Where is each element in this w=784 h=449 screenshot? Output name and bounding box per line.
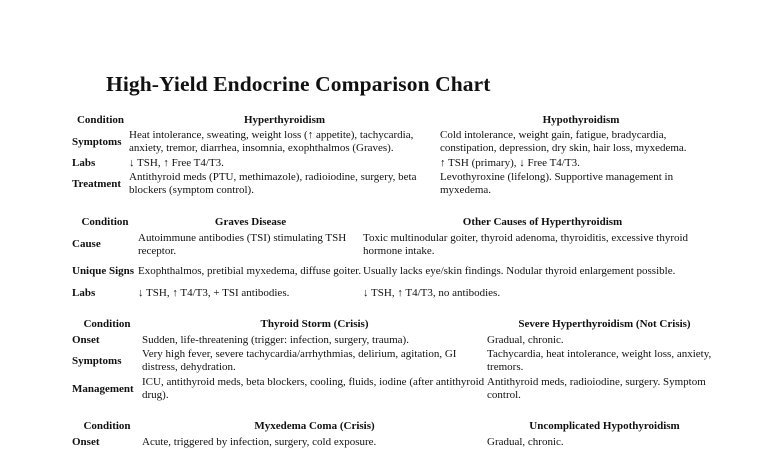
header-severe-hyperthyroidism: Severe Hyperthyroidism (Not Crisis) [518,318,691,330]
header-thyroid-storm: Thyroid Storm (Crisis) [260,318,369,330]
cell-graves-labs: ↓ TSH, ↑ T4/T3, + TSI antibodies. [138,286,290,299]
comparison-table-graves-other [72,216,722,301]
cell-severe-symptoms: Tachycardia, heat intolerance, weight loss, anxiety, tremors. [487,348,712,373]
table-row [72,333,722,347]
table-row [72,155,722,171]
header-condition: Condition [83,420,131,432]
table-row [72,435,722,449]
comparison-table-storm-severe [72,318,722,403]
cell-uncomplicated-onset: Gradual, chronic. [487,435,564,448]
header-hyperthyroidism: Hyperthyroidism [243,114,326,126]
row-label-symptoms: Symptoms [72,354,122,367]
cell-hypo-treatment: Levothyroxine (lifelong). Supportive management in myxedema. [440,171,674,196]
comparison-table-hyper-hypo [72,114,722,197]
table-row [72,285,722,301]
row-label-management: Management [72,382,134,395]
row-label-onset: Onset [72,435,100,448]
table-header-row [72,420,722,435]
chart-title: High-Yield Endocrine Comparison Chart [106,72,491,96]
row-label-labs: Labs [72,286,96,299]
row-label-symptoms: Symptoms [72,135,122,148]
cell-hypo-labs: ↑ TSH (primary), ↓ Free T4/T3. [440,156,580,169]
cell-other-signs: Usually lacks eye/skin findings. Nodular thyroid enlargement possible. [363,265,676,277]
header-condition: Condition [81,216,129,228]
row-label-unique-signs: Unique Signs [72,265,135,277]
cell-other-cause: Toxic multinodular goiter, thyroid adenoma, thyroiditis, excessive thyroid hormone intake. [363,231,689,257]
header-other-causes: Other Causes of Hyperthyroidism [462,216,623,228]
cell-graves-cause: Autoimmune antibodies (TSI) stimulating TSH receptor. [138,231,347,257]
table-header-row [72,216,722,231]
header-condition: Condition [76,114,125,126]
cell-severe-onset: Gradual, chronic. [487,333,564,346]
cell-severe-management: Antithyroid meds, radioiodine, surgery. Symptom control. [487,376,706,401]
row-label-labs: Labs [72,156,96,169]
row-label-treatment: Treatment [72,177,122,190]
header-uncomplicated-hypothyroidism: Uncomplicated Hypothyroidism [529,420,680,432]
cell-storm-onset: Sudden, life-threatening (trigger: infection, surgery, trauma). [142,333,409,346]
cell-hyper-treatment: Antithyroid meds (PTU, methimazole), radioiodine, surgery, beta blockers (symptom control). [129,171,417,196]
cell-hypo-symptoms: Cold intolerance, weight gain, fatigue, bradycardia, constipation, depression, dry skin, hair loss, myxedema. [440,129,687,154]
table-header-row [72,318,722,333]
cell-storm-management: ICU, antithyroid meds, beta blockers, cooling, fluids, iodine (after antithyroid drug). [142,376,485,401]
cell-graves-signs: Exophthalmos, pretibial myxedema, diffuse goiter. [138,265,362,277]
cell-other-labs: ↓ TSH, ↑ T4/T3, no antibodies. [363,286,501,299]
row-label-cause: Cause [72,238,101,250]
cell-hyper-labs: ↓ TSH, ↑ Free T4/T3. [129,156,224,169]
table-row [72,375,722,403]
cell-myxedema-onset: Acute, triggered by infection, surgery, cold exposure. [142,435,377,448]
header-graves-disease: Graves Disease [214,216,287,228]
comparison-table-myxedema-uncomplicated [72,420,722,449]
table-row [72,171,722,197]
header-hypothyroidism: Hypothyroidism [542,114,620,126]
cell-storm-symptoms: Very high fever, severe tachycardia/arrhythmias, delirium, agitation, GI distress, dehydration. [142,348,457,373]
header-condition: Condition [83,318,131,330]
table-header-row [72,114,722,129]
table-row [72,129,722,155]
cell-hyper-symptoms: Heat intolerance, sweating, weight loss (↑ appetite), tachycardia, anxiety, tremor, diarrhea, insomnia, exophthalmos (Graves). [129,129,414,154]
row-label-onset: Onset [72,333,100,346]
table-row [72,258,722,285]
table-row [72,231,722,258]
header-myxedema-coma: Myxedema Coma (Crisis) [254,420,375,432]
table-row [72,347,722,375]
